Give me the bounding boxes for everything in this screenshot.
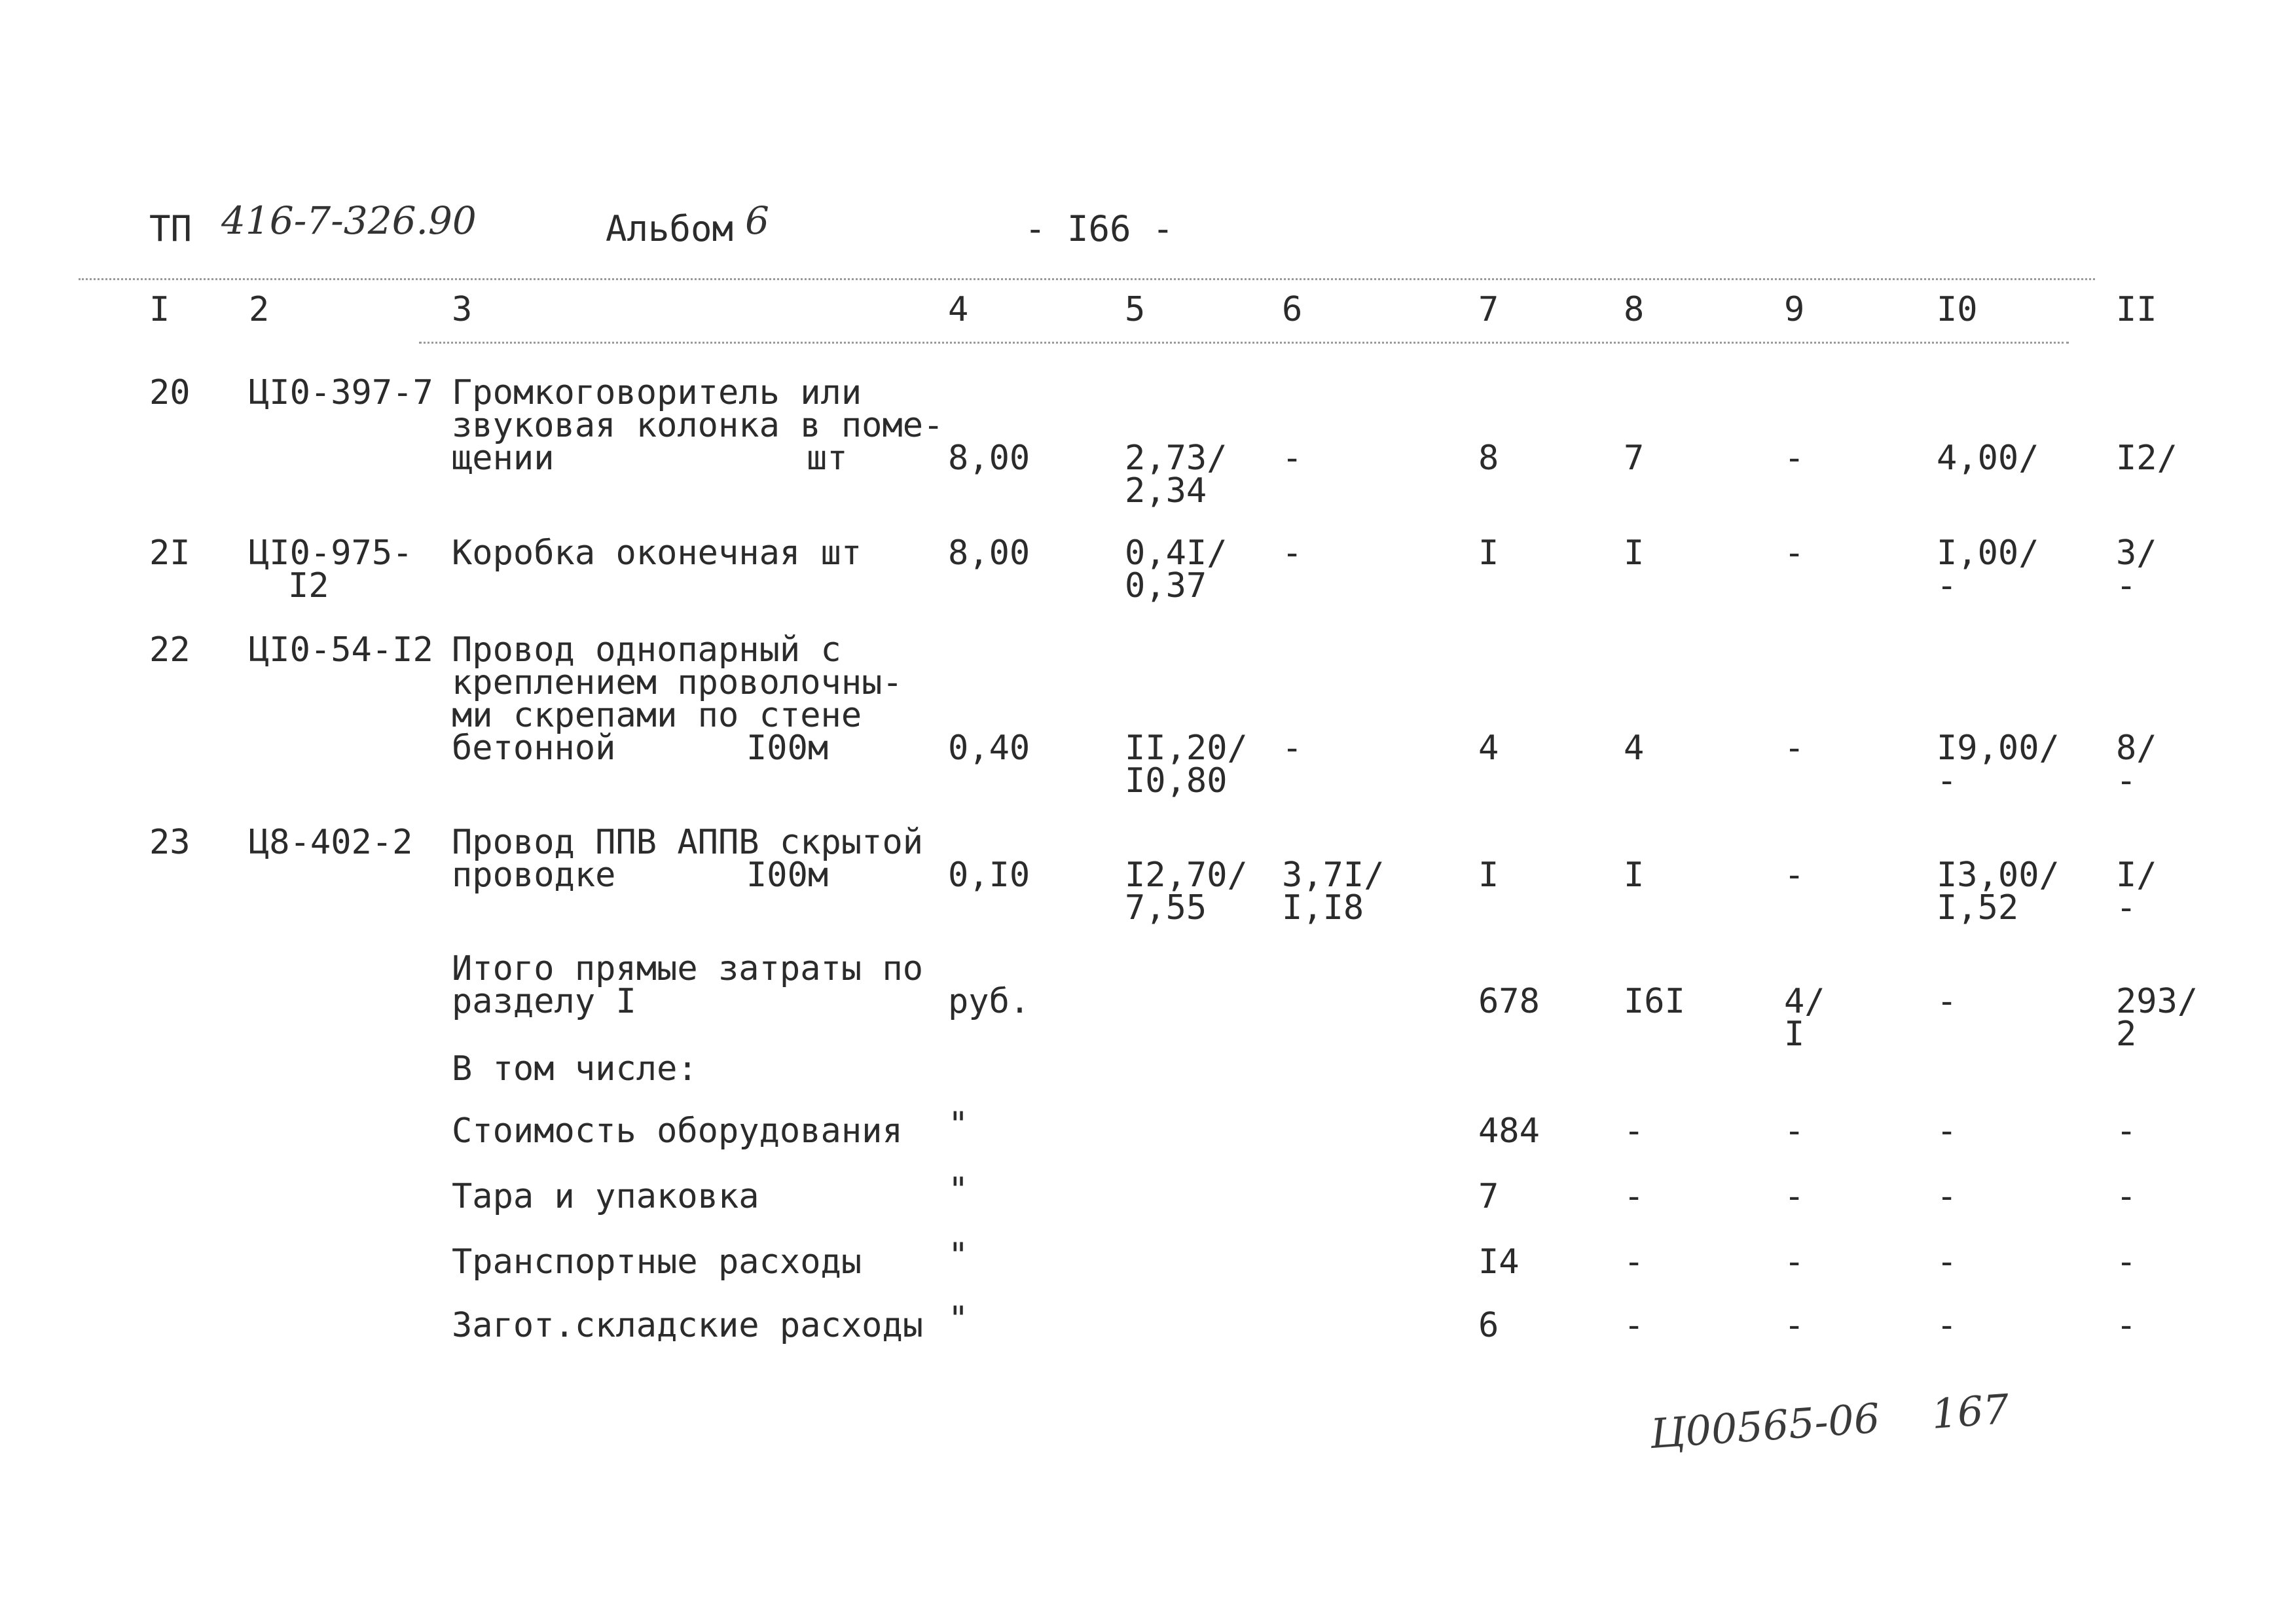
sub-item-col7: 7 — [1478, 1177, 1499, 1216]
row-col8: 4 — [1624, 729, 1645, 768]
row-col11: - — [2116, 761, 2137, 801]
row-description-line: Коробка оконечная шт — [452, 533, 862, 573]
column-number-10: I0 — [1937, 290, 1978, 329]
row-col9: - — [1784, 729, 1805, 768]
sub-item-unit: " — [948, 1236, 969, 1275]
row-col8: I — [1624, 533, 1645, 573]
column-number-7: 7 — [1478, 290, 1499, 329]
totals-col11: 293/ — [2116, 982, 2198, 1021]
sub-item-unit: " — [948, 1170, 969, 1210]
row-quantity: 8,00 — [948, 439, 1030, 478]
row-col5: 0,4I/ — [1125, 533, 1228, 573]
sub-item-col8: - — [1624, 1306, 1645, 1345]
row-description-line: проводке — [452, 856, 616, 895]
row-description-line: щении — [452, 439, 555, 478]
row-description-line: Провод ППВ АППВ скрытой — [452, 823, 924, 862]
page-number: - I66 - — [1025, 208, 1174, 249]
row-col10: I,52 — [1937, 888, 2019, 928]
column-number-11: II — [2116, 290, 2157, 329]
row-description-line: Громкоговоритель или — [452, 373, 862, 412]
sub-item-col11: - — [2116, 1306, 2137, 1345]
row-description-line: креплением проволочны- — [452, 663, 903, 702]
row-description-line: Провод однопарный с — [452, 630, 841, 670]
sub-item-label: Загот.складские расходы — [452, 1306, 924, 1345]
row-col9: - — [1784, 856, 1805, 895]
album-label: Альбом — [606, 208, 734, 249]
row-quantity: 0,I0 — [948, 856, 1030, 895]
column-number-9: 9 — [1784, 290, 1805, 329]
row-col5: 0,37 — [1125, 566, 1207, 605]
row-col9: - — [1784, 533, 1805, 573]
row-col5: I2,70/ — [1125, 856, 1248, 895]
sub-item-col9: - — [1784, 1306, 1805, 1345]
row-col11: 8/ — [2116, 729, 2157, 768]
sub-item-col9: - — [1784, 1177, 1805, 1216]
row-unit: шт — [807, 439, 848, 478]
row-col6: 3,7I/ — [1282, 856, 1385, 895]
header-bottom-rule — [419, 342, 2069, 344]
row-unit: I00м — [746, 729, 829, 768]
row-col6: I,I8 — [1282, 888, 1364, 928]
row-description-line: звуковая колонка в поме- — [452, 406, 944, 445]
row-code: Ц8-402-2 — [249, 823, 413, 862]
totals-label-line: Итого прямые затраты по — [452, 949, 924, 988]
row-col7: 8 — [1478, 439, 1499, 478]
row-col6: - — [1282, 533, 1303, 573]
row-col10: - — [1937, 566, 1958, 605]
row-col6: - — [1282, 439, 1303, 478]
row-col6: - — [1282, 729, 1303, 768]
row-col10: I,00/ — [1937, 533, 2039, 573]
totals-col8: I6I — [1624, 982, 1685, 1021]
stamp-page: 167 — [1929, 1384, 2011, 1439]
totals-col11: 2 — [2116, 1015, 2137, 1054]
row-col8: 7 — [1624, 439, 1645, 478]
row-unit: I00м — [746, 856, 829, 895]
sub-item-col7: I4 — [1478, 1242, 1520, 1282]
sub-item-col7: 6 — [1478, 1306, 1499, 1345]
row-quantity: 0,40 — [948, 729, 1030, 768]
sub-item-col9: - — [1784, 1242, 1805, 1282]
sub-item-label: Стоимость оборудования — [452, 1111, 903, 1151]
totals-unit: руб. — [948, 982, 1030, 1021]
column-number-1: I — [149, 290, 170, 329]
row-col5: 7,55 — [1125, 888, 1207, 928]
column-number-2: 2 — [249, 290, 270, 329]
row-col5: 2,34 — [1125, 471, 1207, 511]
archive-stamp — [1649, 1385, 2011, 1458]
row-quantity: 8,00 — [948, 533, 1030, 573]
sub-item-col7: 484 — [1478, 1111, 1540, 1151]
row-number: 22 — [149, 630, 191, 670]
row-col9: - — [1784, 439, 1805, 478]
totals-col10: - — [1937, 982, 1958, 1021]
column-number-8: 8 — [1624, 290, 1645, 329]
totals-label-line: разделу I — [452, 982, 636, 1021]
row-col11: 3/ — [2116, 533, 2157, 573]
doc-code: 416-7-326.90 — [221, 198, 477, 243]
sub-item-col11: - — [2116, 1242, 2137, 1282]
album-number: 6 — [745, 198, 769, 243]
including-label: В том числе: — [452, 1049, 698, 1089]
row-col7: I — [1478, 533, 1499, 573]
row-col5: I0,80 — [1125, 761, 1228, 801]
row-code: ЦI0-397-7 — [249, 373, 433, 412]
row-col5: II,20/ — [1125, 729, 1248, 768]
row-col10: I3,00/ — [1937, 856, 2060, 895]
sub-item-col10: - — [1937, 1177, 1958, 1216]
sub-item-col10: - — [1937, 1306, 1958, 1345]
column-number-3: 3 — [452, 290, 473, 329]
row-col7: I — [1478, 856, 1499, 895]
row-col11: I/ — [2116, 856, 2157, 895]
sub-item-col11: - — [2116, 1177, 2137, 1216]
totals-col7: 678 — [1478, 982, 1540, 1021]
column-number-6: 6 — [1282, 290, 1303, 329]
totals-col9: 4/ — [1784, 982, 1825, 1021]
row-col5: 2,73/ — [1125, 439, 1228, 478]
sub-item-label: Тара и упаковка — [452, 1177, 759, 1216]
row-number: 23 — [149, 823, 191, 862]
row-code: ЦI0-975- — [249, 533, 413, 573]
sub-item-col8: - — [1624, 1242, 1645, 1282]
sub-item-label: Транспортные расходы — [452, 1242, 862, 1282]
row-number: 20 — [149, 373, 191, 412]
row-col10: I9,00/ — [1937, 729, 2060, 768]
sub-item-unit: " — [948, 1105, 969, 1144]
row-col10: - — [1937, 761, 1958, 801]
sub-item-col10: - — [1937, 1111, 1958, 1151]
sub-item-col11: - — [2116, 1111, 2137, 1151]
row-col11: - — [2116, 888, 2137, 928]
row-col11: I2/ — [2116, 439, 2178, 478]
column-number-5: 5 — [1125, 290, 1146, 329]
row-col10: 4,00/ — [1937, 439, 2039, 478]
totals-col9: I — [1784, 1015, 1805, 1054]
sub-item-col8: - — [1624, 1111, 1645, 1151]
header-top-rule — [79, 278, 2095, 280]
column-number-4: 4 — [948, 290, 969, 329]
row-description-line: ми скрепами по стене — [452, 696, 862, 735]
row-col7: 4 — [1478, 729, 1499, 768]
sub-item-col8: - — [1624, 1177, 1645, 1216]
row-description-line: бетонной — [452, 729, 616, 768]
row-col11: - — [2116, 566, 2137, 605]
row-number: 2I — [149, 533, 191, 573]
sub-item-col9: - — [1784, 1111, 1805, 1151]
sub-item-col10: - — [1937, 1242, 1958, 1282]
row-col8: I — [1624, 856, 1645, 895]
row-code: ЦI0-54-I2 — [249, 630, 433, 670]
doc-prefix: ТП — [149, 208, 192, 249]
sub-item-unit: " — [948, 1299, 969, 1339]
stamp-code: Ц00565-06 — [1649, 1394, 1882, 1458]
row-code: I2 — [288, 566, 329, 605]
